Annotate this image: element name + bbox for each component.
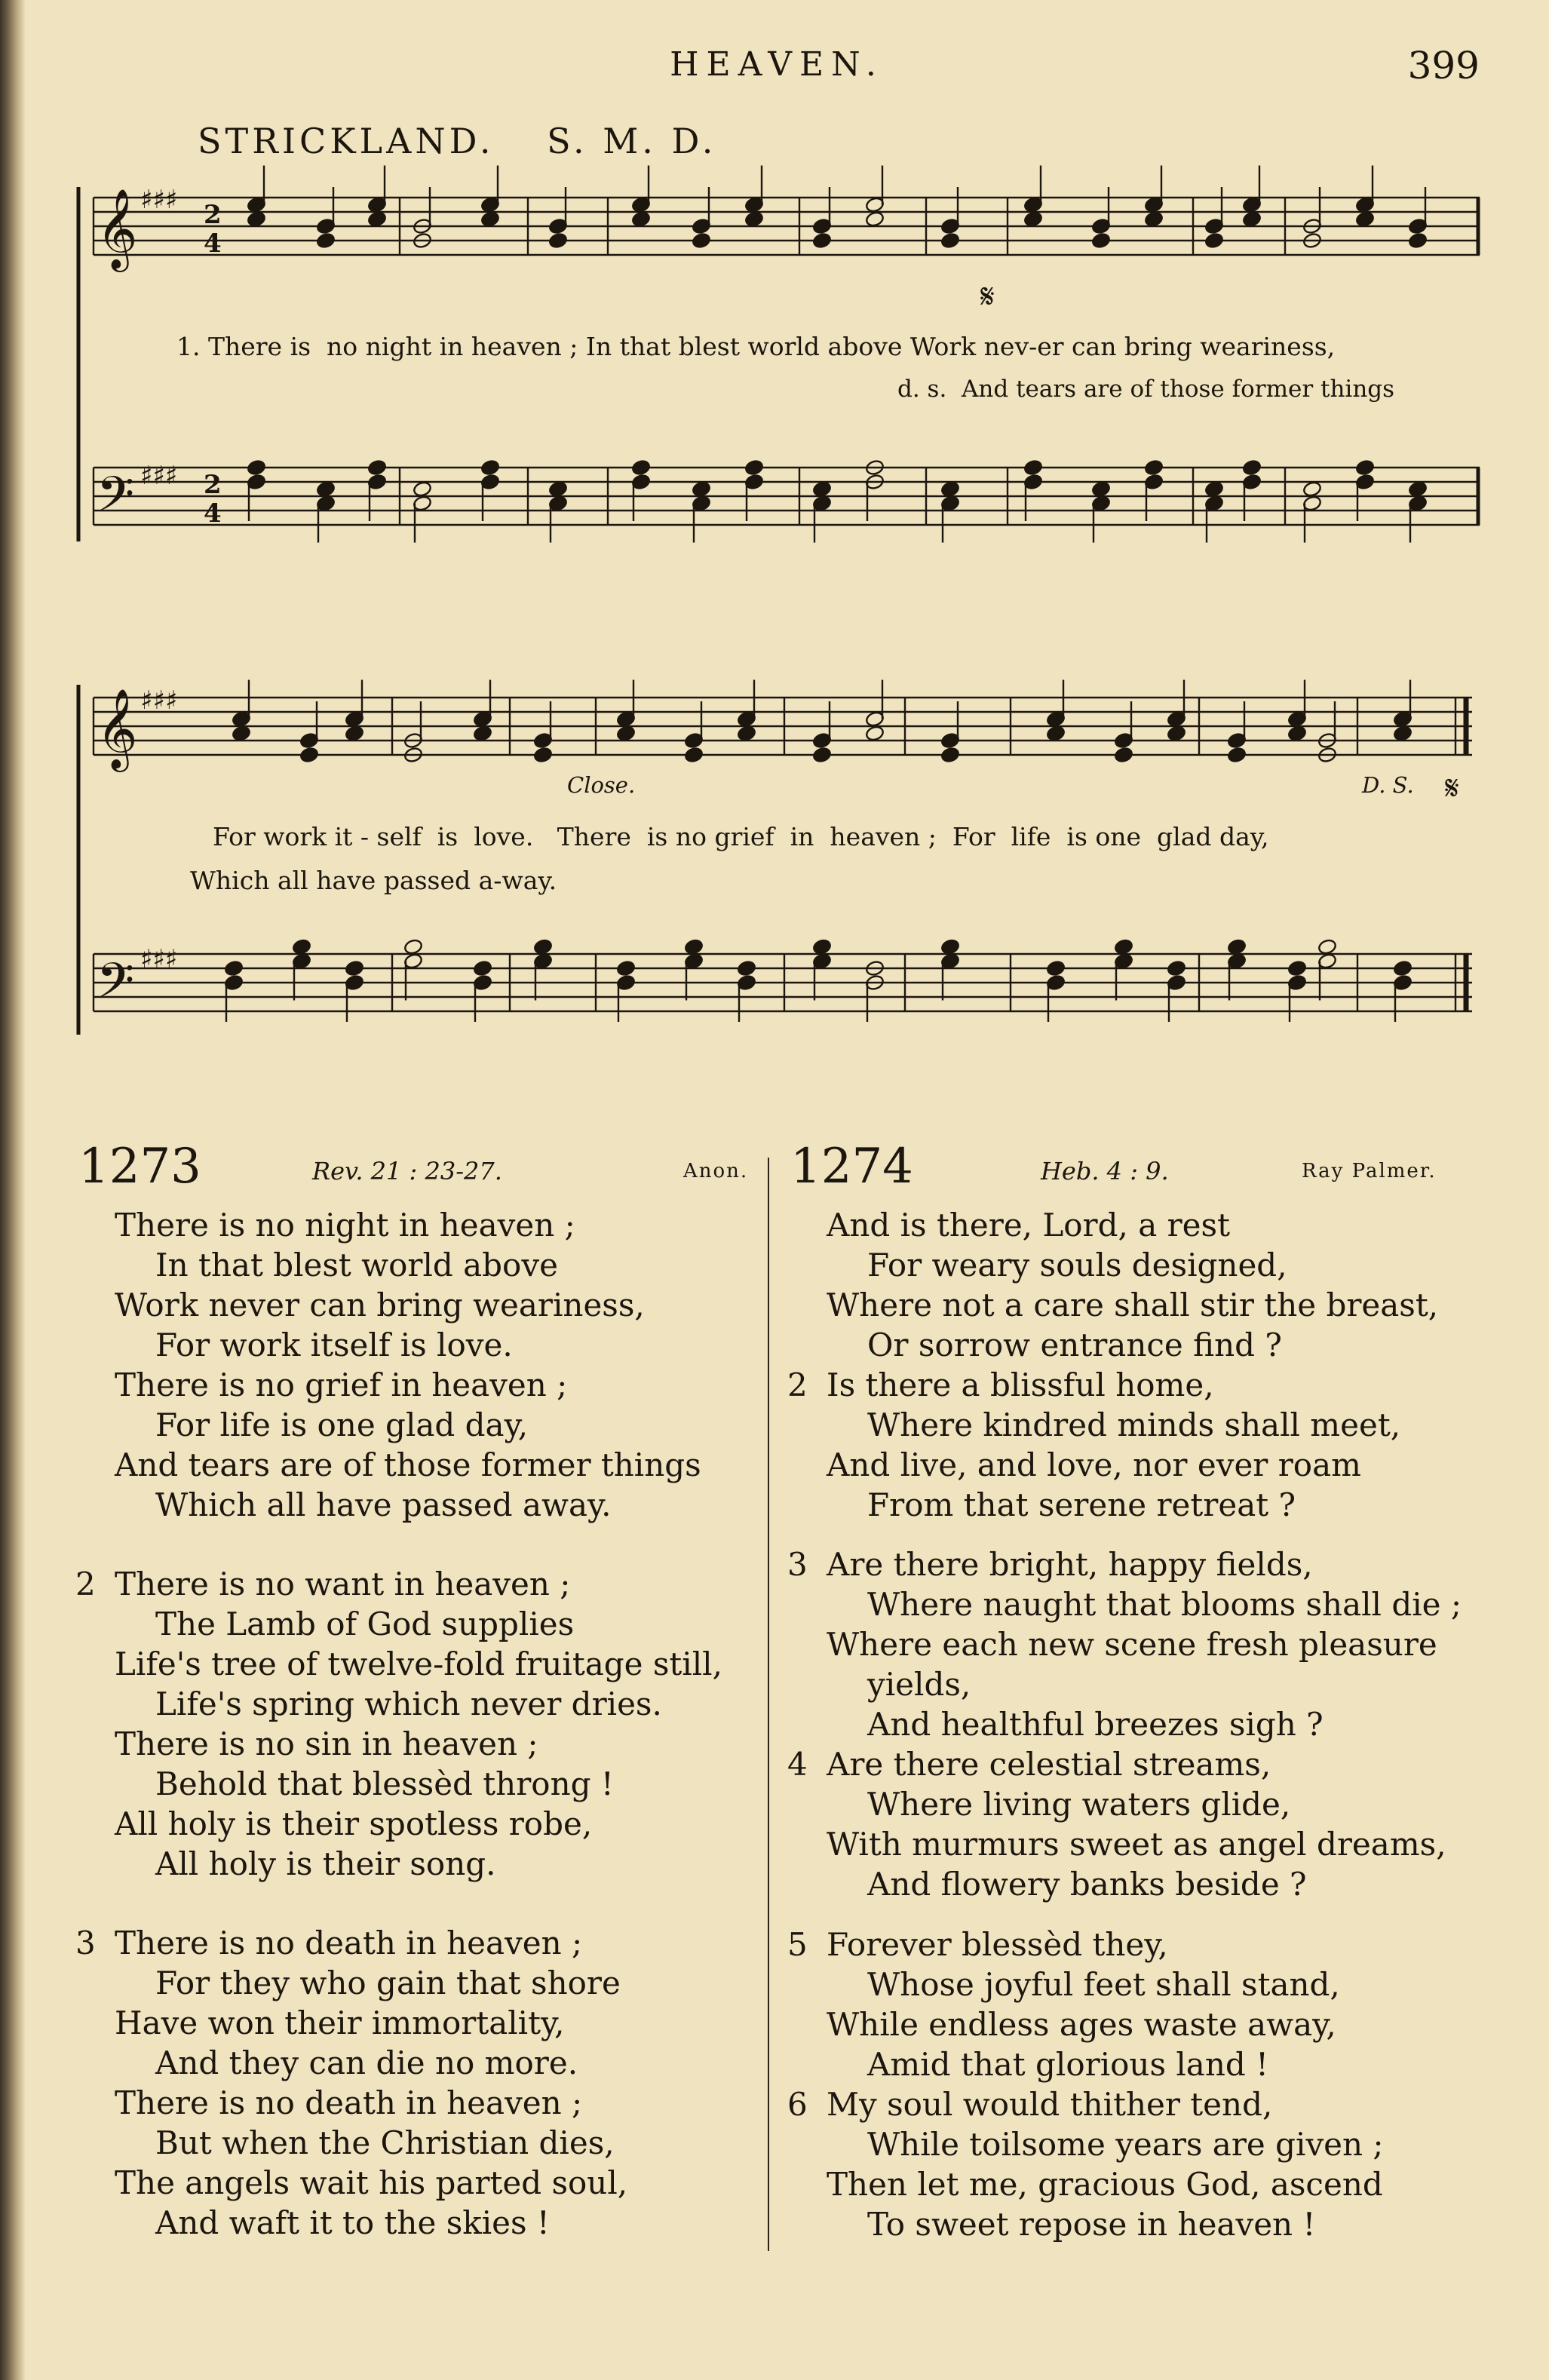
hymn-1274-verse-3 xyxy=(787,1544,1462,1744)
verse-line: Amid that glorious land ! xyxy=(867,2046,1269,2083)
tune-meter: S. M. D. xyxy=(547,121,717,161)
svg-text:♯♯♯: ♯♯♯ xyxy=(140,185,178,215)
verse-line: Life's spring which never dries. xyxy=(155,1685,662,1722)
hymn-1274-verse-5 xyxy=(787,1925,1340,2084)
notehead xyxy=(480,459,500,477)
notehead xyxy=(316,480,336,498)
notehead xyxy=(737,725,756,742)
verse-line: And waft it to the skies ! xyxy=(155,2204,550,2241)
hymn-1273-verse-3 xyxy=(75,1923,628,2243)
verse-line: And healthful breezes sigh ? xyxy=(867,1706,1324,1743)
notehead xyxy=(345,960,364,977)
verse-line: While endless ages waste away, xyxy=(827,2006,1336,2043)
verse-line: There is no death in heaven ; xyxy=(115,1925,583,1961)
lyric-line-1-ds: d. s. And tears are of those former things xyxy=(897,376,1395,403)
verse-line: The Lamb of God supplies xyxy=(155,1606,575,1642)
notehead xyxy=(865,725,885,742)
hymn-reference-1273: Rev. 21 : 23-27. xyxy=(312,1157,502,1185)
verse-line: Are there celestial streams, xyxy=(827,1746,1271,1783)
verse-line: Whose joyful feet shall stand, xyxy=(867,1966,1340,2003)
svg-text:𝄋: 𝄋 xyxy=(980,278,995,316)
notehead xyxy=(940,938,960,955)
notehead xyxy=(533,938,553,955)
notehead xyxy=(1287,725,1307,742)
hymn-number-1273: 1273 xyxy=(78,1139,201,1195)
verse-line: All holy is their spotless robe, xyxy=(115,1805,593,1842)
notehead xyxy=(616,725,636,742)
hymn-1273-verse-1 xyxy=(115,1205,701,1525)
verse-number: 5 xyxy=(787,1926,808,1963)
notehead xyxy=(684,938,704,955)
notehead xyxy=(1167,960,1186,977)
close-mark: Close. xyxy=(567,772,636,798)
notehead xyxy=(631,210,651,228)
notehead xyxy=(631,459,651,477)
verse-line: There is no night in heaven ; xyxy=(115,1207,575,1244)
verse-line: From that serene retreat ? xyxy=(867,1486,1296,1523)
notehead xyxy=(812,480,832,498)
verse-line: Where each new scene fresh pleasure xyxy=(827,1626,1437,1663)
svg-text:♯♯♯: ♯♯♯ xyxy=(140,461,178,491)
notehead xyxy=(1167,725,1186,742)
verse-line: And flowery banks beside ? xyxy=(867,1866,1307,1903)
verse-number: 6 xyxy=(787,2086,808,2123)
notehead xyxy=(1317,938,1337,955)
verse-number: 2 xyxy=(75,1566,96,1603)
svg-text:𝄞: 𝄞 xyxy=(97,188,138,268)
verse-line: Where not a care shall stir the breast, xyxy=(827,1287,1439,1323)
notehead xyxy=(1408,480,1428,498)
lyric-line-1: 1. There is no night in heaven ; In that blest world above Work nev-er can bring weariness, xyxy=(176,332,1336,361)
verse-line: Then let me, gracious God, ascend xyxy=(827,2166,1383,2203)
notehead xyxy=(812,747,832,764)
notehead xyxy=(473,725,492,742)
notehead xyxy=(345,725,364,742)
hymn-1274-verse-4 xyxy=(787,1744,1446,1904)
svg-text:𝄢: 𝄢 xyxy=(97,953,135,1021)
verse-line: For weary souls designed, xyxy=(867,1247,1287,1284)
tune-name: STRICKLAND. xyxy=(198,121,495,161)
notehead xyxy=(1023,210,1043,228)
notehead xyxy=(1302,480,1322,498)
verse-line: There is no grief in heaven ; xyxy=(115,1366,568,1403)
notehead xyxy=(744,210,764,228)
hymn-1274-verse-6 xyxy=(787,2084,1384,2244)
notehead xyxy=(299,747,319,764)
notehead xyxy=(1408,232,1428,250)
notehead xyxy=(940,480,960,498)
notehead xyxy=(1355,210,1375,228)
page-number: 399 xyxy=(1407,44,1480,87)
verse-number: 3 xyxy=(787,1546,808,1583)
notehead xyxy=(1046,960,1066,977)
hymn-author-1274: Ray Palmer. xyxy=(1302,1160,1437,1182)
verse-line: All holy is their song. xyxy=(155,1845,496,1882)
svg-text:4: 4 xyxy=(204,498,222,529)
notehead xyxy=(1242,210,1262,228)
verse-line: Is there a blissful home, xyxy=(827,1366,1214,1403)
svg-text:𝄞: 𝄞 xyxy=(97,688,138,768)
notehead xyxy=(1227,747,1247,764)
verse-line: Work never can bring weariness, xyxy=(115,1287,645,1323)
notehead xyxy=(1091,232,1111,250)
notehead xyxy=(616,960,636,977)
hymn-1273-verse-2 xyxy=(75,1564,722,1884)
running-head: HEAVEN. xyxy=(670,45,884,84)
notehead xyxy=(224,960,244,977)
verse-line: While toilsome years are given ; xyxy=(867,2126,1384,2163)
verse-line: For life is one glad day, xyxy=(155,1406,529,1443)
verse-number: 2 xyxy=(787,1366,808,1403)
notehead xyxy=(533,747,553,764)
notehead xyxy=(1355,459,1375,477)
verse-line: And tears are of those former things xyxy=(115,1446,701,1483)
verse-line: And they can die no more. xyxy=(155,2044,578,2081)
notehead xyxy=(548,480,568,498)
notehead xyxy=(812,938,832,955)
notehead xyxy=(1114,747,1133,764)
verse-line: There is no death in heaven ; xyxy=(115,2084,583,2121)
verse-line: Where kindred minds shall meet, xyxy=(867,1406,1401,1443)
notehead xyxy=(1287,960,1307,977)
verse-line: To sweet repose in heaven ! xyxy=(867,2206,1316,2243)
verse-line: Which all have passed away. xyxy=(155,1486,612,1523)
notehead xyxy=(1393,725,1413,742)
notehead xyxy=(684,747,704,764)
verse-line: Where living waters glide, xyxy=(867,1786,1291,1823)
ds-mark: D. S. xyxy=(1362,772,1414,798)
notehead xyxy=(1046,725,1066,742)
notehead xyxy=(692,232,711,250)
svg-text:𝄋: 𝄋 xyxy=(1445,769,1459,808)
notehead xyxy=(940,232,960,250)
notehead xyxy=(232,725,251,742)
notehead xyxy=(548,232,568,250)
notehead xyxy=(1144,459,1164,477)
verse-line: My soul would thither tend, xyxy=(827,2086,1273,2123)
notehead xyxy=(1393,960,1413,977)
notehead xyxy=(1242,459,1262,477)
verse-line: But when the Christian dies, xyxy=(155,2124,615,2161)
notehead xyxy=(403,938,423,955)
verse-number: 4 xyxy=(787,1746,808,1783)
verse-line: With murmurs sweet as angel dreams, xyxy=(827,1826,1446,1863)
verse-number: 3 xyxy=(75,1925,96,1961)
notehead xyxy=(812,232,832,250)
notehead xyxy=(1204,480,1224,498)
verse-line: There is no sin in heaven ; xyxy=(115,1725,538,1762)
verse-line: Or sorrow entrance find ? xyxy=(867,1326,1282,1363)
notehead xyxy=(744,459,764,477)
notehead xyxy=(413,480,432,498)
svg-text:𝄢: 𝄢 xyxy=(97,467,135,535)
verse-line: In that blest world above xyxy=(155,1247,558,1284)
hymn-1274-verse-1 xyxy=(827,1205,1438,1365)
verse-line: For they who gain that shore xyxy=(155,1964,621,2001)
notehead xyxy=(367,210,387,228)
verse-line: Behold that blessèd throng ! xyxy=(155,1765,614,1802)
notehead xyxy=(692,480,711,498)
notehead xyxy=(473,960,492,977)
notehead xyxy=(480,210,500,228)
notehead xyxy=(316,232,336,250)
music-score xyxy=(0,0,1549,1071)
hymn-number-1274: 1274 xyxy=(790,1139,913,1195)
hymn-author-1273: Anon. xyxy=(683,1160,749,1182)
hymn-1274-verse-2 xyxy=(787,1365,1401,1525)
verse-line: For work itself is love. xyxy=(155,1326,513,1363)
verse-line: Where naught that blooms shall die ; xyxy=(867,1586,1462,1623)
verse-line: Forever blessèd they, xyxy=(827,1926,1168,1963)
lyric-line-2b: Which all have passed a-way. xyxy=(190,866,557,895)
verse-line: Life's tree of twelve-fold fruitage still, xyxy=(115,1645,722,1682)
notehead xyxy=(367,459,387,477)
svg-text:♯♯♯: ♯♯♯ xyxy=(140,685,178,716)
notehead xyxy=(1204,232,1224,250)
notehead xyxy=(940,747,960,764)
svg-text:4: 4 xyxy=(204,228,222,259)
svg-text:♯♯♯: ♯♯♯ xyxy=(140,944,178,974)
notehead xyxy=(247,459,266,477)
notehead xyxy=(1091,480,1111,498)
time-sig-top: 2 xyxy=(204,200,222,230)
hymn-reference-1274: Heb. 4 : 9. xyxy=(1041,1157,1169,1185)
lyric-line-2: For work it - self is love. There is no grief in heaven ; For life is one glad day, xyxy=(213,822,1269,851)
verse-line: And live, and love, nor ever roam xyxy=(827,1446,1361,1483)
verse-line: Are there bright, happy fields, xyxy=(827,1546,1313,1583)
notehead xyxy=(1144,210,1164,228)
svg-text:2: 2 xyxy=(204,470,222,500)
column-divider xyxy=(768,1158,769,2251)
verse-line: Have won their immortality, xyxy=(115,2004,565,2041)
notehead xyxy=(865,210,885,228)
verse-line: yields, xyxy=(867,1666,971,1703)
notehead xyxy=(247,210,266,228)
verse-line: The angels wait his parted soul, xyxy=(115,2164,628,2201)
notehead xyxy=(1023,459,1043,477)
notehead xyxy=(737,960,756,977)
notehead xyxy=(1114,938,1133,955)
verse-line: And is there, Lord, a rest xyxy=(827,1207,1230,1244)
notehead xyxy=(1227,938,1247,955)
verse-line: There is no want in heaven ; xyxy=(115,1566,571,1603)
notehead xyxy=(292,938,311,955)
